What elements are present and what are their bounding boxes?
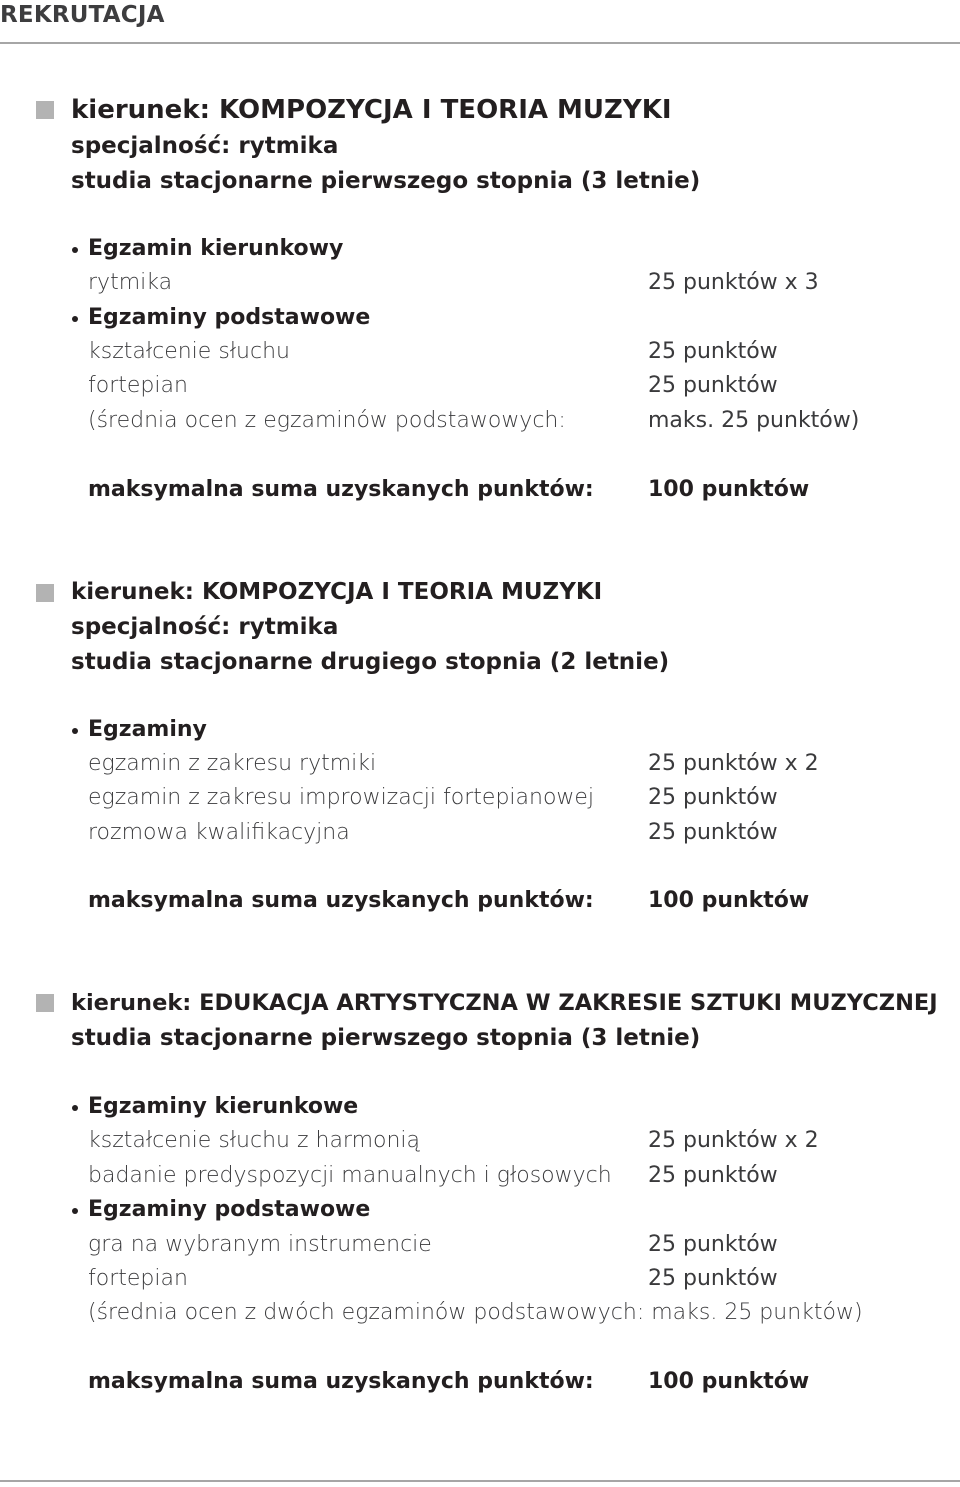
exam-group: [0, 232, 960, 266]
section-marker-icon: [36, 994, 54, 1012]
exam-name: badanie predyspozycji manualnych i głosowych: [88, 1163, 612, 1188]
exam-group-label: Egzaminy kierunkowe: [88, 1094, 359, 1119]
total-row: [0, 473, 960, 507]
bullet-icon: [72, 728, 78, 734]
exam-points: 25 punktów: [648, 1266, 778, 1291]
section-kierunek: kierunek: EDUKACJA ARTYSTYCZNA W ZAKRESIE SZTUKI MUZYCZNEJ: [71, 990, 938, 1016]
exam-row: [0, 1124, 960, 1158]
section-specjalnosc: specjalność: rytmika: [71, 133, 339, 159]
average-note-row: [0, 1296, 960, 1330]
exam-row: [0, 266, 960, 300]
section-kierunek: kierunek: KOMPOZYCJA I TEORIA MUZYKI: [71, 95, 672, 125]
total-row: [0, 884, 960, 918]
section-studia: studia stacjonarne pierwszego stopnia (3 letnie): [71, 168, 701, 194]
section-studia: studia stacjonarne pierwszego stopnia (3 letnie): [71, 1025, 701, 1051]
exam-group-label: Egzaminy: [88, 717, 207, 742]
exam-row: [0, 404, 960, 438]
exam-name: fortepian: [88, 1266, 188, 1291]
page-title: REKRUTACJA: [0, 2, 165, 28]
exam-group: [0, 1090, 960, 1124]
total-row: [0, 1365, 960, 1399]
exam-row: [0, 1159, 960, 1193]
exam-group-label: Egzaminy podstawowe: [88, 305, 371, 330]
exam-row: [0, 1262, 960, 1296]
bullet-icon: [72, 1208, 78, 1214]
total-value: 100 punktów: [648, 888, 810, 913]
exam-points: 25 punktów: [648, 820, 778, 845]
exam-points: 25 punktów x 2: [648, 1128, 819, 1153]
exam-points: 25 punktów: [648, 1232, 778, 1257]
bottom-divider: [0, 1480, 960, 1482]
section-specjalnosc: specjalność: rytmika: [71, 614, 339, 640]
bullet-icon: [72, 247, 78, 253]
exam-name: kształcenie słuchu z harmonią: [88, 1128, 421, 1153]
exam-name: fortepian: [88, 373, 188, 398]
exam-points: 25 punktów: [648, 785, 778, 810]
section-kierunek: kierunek: KOMPOZYCJA I TEORIA MUZYKI: [71, 579, 603, 605]
exam-group: [0, 301, 960, 335]
total-label: maksymalna suma uzyskanych punktów:: [88, 888, 594, 913]
total-value: 100 punktów: [648, 477, 810, 502]
section-marker-icon: [36, 101, 54, 119]
exam-row: [0, 1228, 960, 1262]
top-divider: [0, 42, 960, 44]
total-value: 100 punktów: [648, 1369, 810, 1394]
exam-row: [0, 369, 960, 403]
exam-name: (średnia ocen z egzaminów podstawowych:: [88, 408, 566, 433]
total-label: maksymalna suma uzyskanych punktów:: [88, 477, 594, 502]
exam-points: maks. 25 punktów): [648, 408, 860, 433]
average-note: (średnia ocen z dwóch egzaminów podstawowych: maks. 25 punktów): [88, 1300, 863, 1325]
exam-group: [0, 1193, 960, 1227]
exam-group: [0, 713, 960, 747]
exam-name: egzamin z zakresu rytmiki: [88, 751, 377, 776]
bullet-icon: [72, 316, 78, 322]
exam-group-label: Egzaminy podstawowe: [88, 1197, 371, 1222]
exam-points: 25 punktów x 3: [648, 270, 819, 295]
exam-points: 25 punktów x 2: [648, 751, 819, 776]
exam-name: egzamin z zakresu improwizacji fortepianowej: [88, 785, 595, 810]
exam-name: kształcenie słuchu: [88, 339, 290, 364]
exam-row: [0, 747, 960, 781]
exam-row: [0, 335, 960, 369]
exam-name: rytmika: [88, 270, 173, 295]
exam-name: gra na wybranym instrumencie: [88, 1232, 432, 1257]
section-marker-icon: [36, 584, 54, 602]
exam-points: 25 punktów: [648, 373, 778, 398]
bullet-icon: [72, 1105, 78, 1111]
exam-points: 25 punktów: [648, 1163, 778, 1188]
exam-points: 25 punktów: [648, 339, 778, 364]
exam-group-label: Egzamin kierunkowy: [88, 236, 344, 261]
exam-row: [0, 781, 960, 815]
exam-row: [0, 816, 960, 850]
exam-name: rozmowa kwalifikacyjna: [88, 820, 350, 845]
section-studia: studia stacjonarne drugiego stopnia (2 letnie): [71, 649, 670, 675]
total-label: maksymalna suma uzyskanych punktów:: [88, 1369, 594, 1394]
